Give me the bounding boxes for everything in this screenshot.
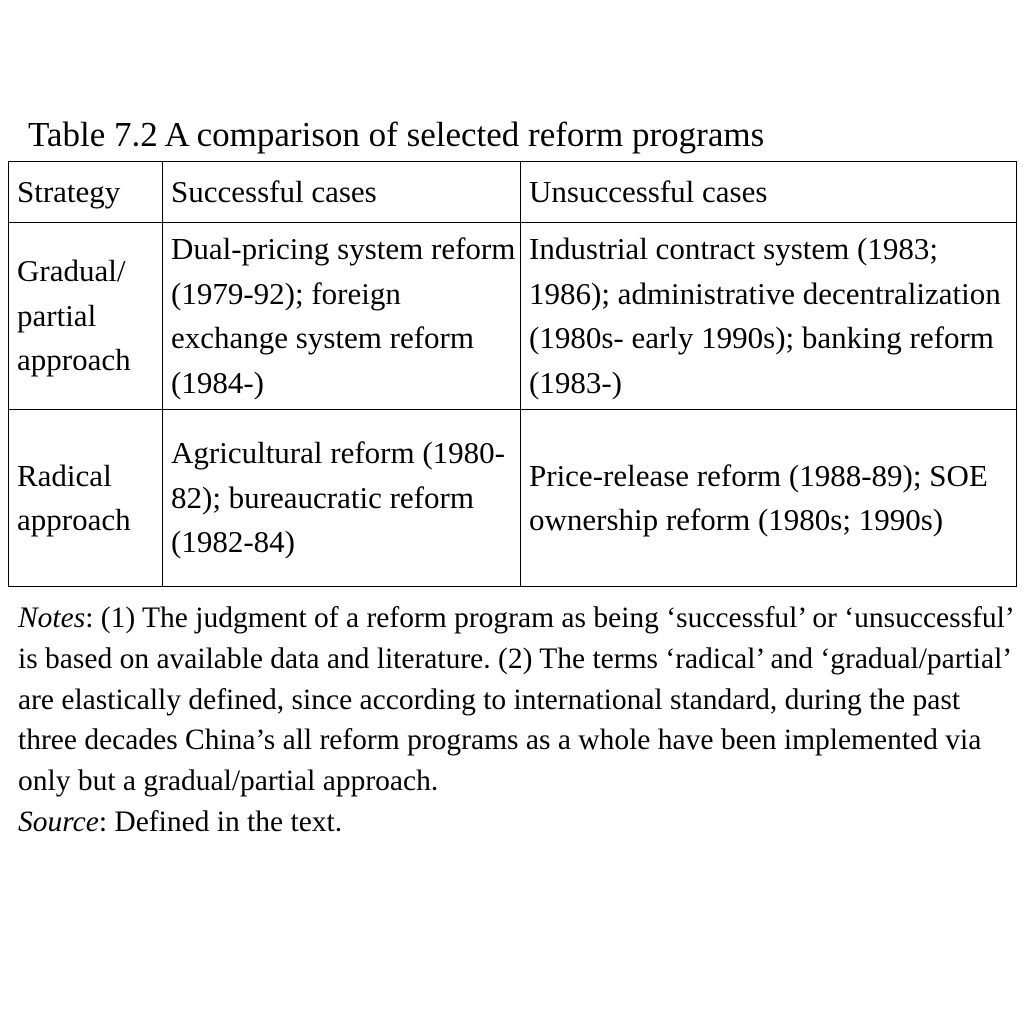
strategy-label: Gradual/ partial approach	[17, 253, 131, 378]
unsuccessful-cases-text: Industrial contract system (1983; 1986); administrative decentralization (1980s- early 1990s); banking reform (1983-)	[529, 231, 1001, 400]
unsuccessful-cases-text: Price-release reform (1988-89); SOE ownership reform (1980s; 1990s)	[529, 457, 988, 537]
table-notes	[18, 598, 1018, 843]
header-successful-cases: Successful cases	[163, 162, 521, 223]
table-row	[9, 410, 1017, 587]
header-unsuccessful-cases: Unsuccessful cases	[521, 162, 1017, 223]
cell-strategy	[9, 410, 163, 587]
source-paragraph	[18, 802, 1018, 843]
cell-strategy	[9, 223, 163, 410]
notes-text: : (1) The judgment of a reform program as being ‘successful’ or ‘unsuccessful’ is based on available data and literature. (2) The terms ‘radical’ and ‘gradual/partial’ are elastically defined, since according to international standard, during the past three decades China’s all reform programs as a whole have been implemented via only but a gradual/partial approach.	[18, 602, 1013, 798]
cell-unsuccessful	[521, 223, 1017, 410]
cell-successful	[163, 223, 521, 410]
source-label: Source	[18, 805, 99, 838]
table-header-row	[9, 162, 1017, 223]
table-title: Table 7.2 A comparison of selected reform programs	[28, 115, 765, 154]
successful-cases-text: Dual-pricing system reform (1979-92); foreign exchange system reform (1984-)	[171, 231, 516, 400]
notes-label: Notes	[18, 602, 86, 634]
successful-cases-text: Agricultural reform (1980-82); bureaucratic reform (1982-84)	[171, 435, 505, 560]
table-row	[9, 223, 1017, 410]
strategy-label: Radical approach	[17, 457, 131, 537]
cell-unsuccessful	[521, 410, 1017, 587]
notes-paragraph	[18, 598, 1018, 802]
cell-successful	[163, 410, 521, 587]
comparison-table	[8, 161, 1017, 587]
source-text: : Defined in the text.	[98, 805, 343, 838]
header-strategy: Strategy	[9, 162, 163, 223]
